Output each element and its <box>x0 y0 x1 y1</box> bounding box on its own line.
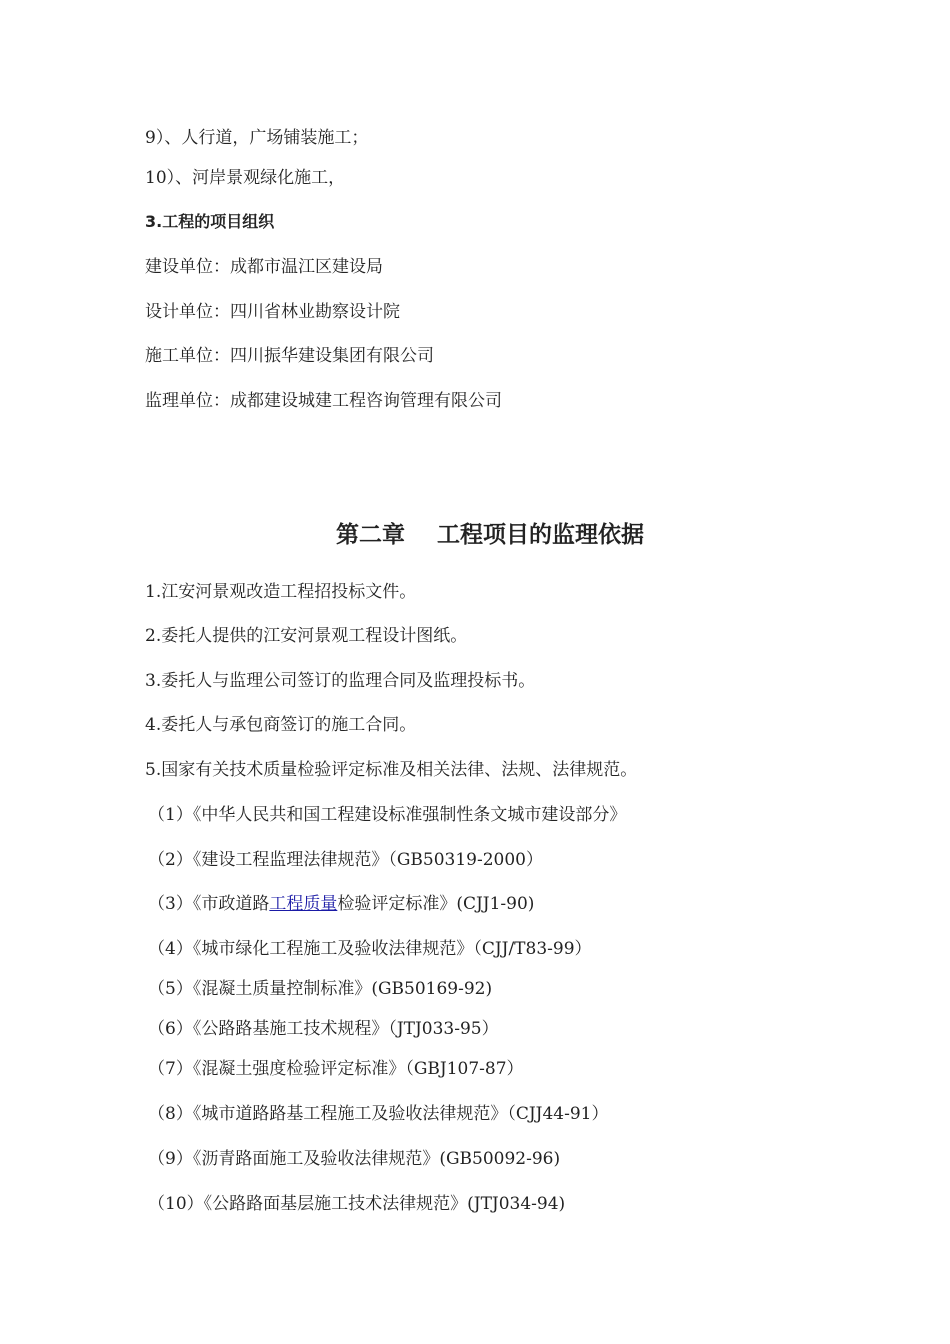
builder-unit: 施工单位：四川振华建设集团有限公司 <box>145 346 434 366</box>
standard-item: （8）《城市道路路基工程施工及验收法律规范》（CJJ44-91） <box>148 1104 609 1124</box>
standard-item: （1）《中华人民共和国工程建设标准强制性条文城市建设部分》 <box>148 805 627 825</box>
design-unit: 设计单位：四川省林业勘察设计院 <box>145 302 400 322</box>
scope-item-10: 10）、河岸景观绿化施工， <box>145 168 346 188</box>
standard-item: （7）《混凝土强度检验评定标准》（GBJ107-87） <box>148 1059 524 1079</box>
chapter-number: 第二章 <box>336 522 405 548</box>
standard-item: （5）《混凝土质量控制标准》(GB50169-92) <box>148 979 493 999</box>
standard-item: （9）《沥青路面施工及验收法律规范》(GB50092-96) <box>148 1149 561 1169</box>
basis-item: 5.国家有关技术质量检验评定标准及相关法律、法规、法律规范。 <box>145 760 638 780</box>
chapter-title <box>0 519 950 551</box>
supervision-unit: 监理单位：成都建设城建工程咨询管理有限公司 <box>145 391 502 411</box>
basis-item: 1.江安河景观改造工程招投标文件。 <box>145 582 417 602</box>
standard-item: （6）《公路路基施工技术规程》（JTJ033-95） <box>148 1019 499 1039</box>
scope-item-9: 9）、人行道，广场铺装施工； <box>145 128 369 148</box>
chapter-name: 工程项目的监理依据 <box>437 522 644 548</box>
construction-unit: 建设单位：成都市温江区建设局 <box>145 257 383 277</box>
basis-item: 2.委托人提供的江安河景观工程设计图纸。 <box>145 626 468 646</box>
basis-item: 3.委托人与监理公司签订的监理合同及监理投标书。 <box>145 671 536 691</box>
basis-item: 4.委托人与承包商签订的施工合同。 <box>145 715 417 735</box>
section-heading: 3.工程的项目组织 <box>145 212 275 231</box>
standard-text-after: 检验评定标准》(CJJ1-90) <box>337 894 535 914</box>
standard-text-before: （3）《市政道路 <box>148 894 270 914</box>
quality-link[interactable]: 工程质量 <box>269 894 338 914</box>
standard-item: （10）《公路路面基层施工技术法律规范》(JTJ034-94) <box>148 1194 566 1214</box>
standard-item <box>148 892 534 916</box>
standard-item: （4）《城市绿化工程施工及验收法律规范》（CJJ/T83-99） <box>148 939 592 959</box>
standard-item: （2）《建设工程监理法律规范》（GB50319-2000） <box>148 850 543 870</box>
